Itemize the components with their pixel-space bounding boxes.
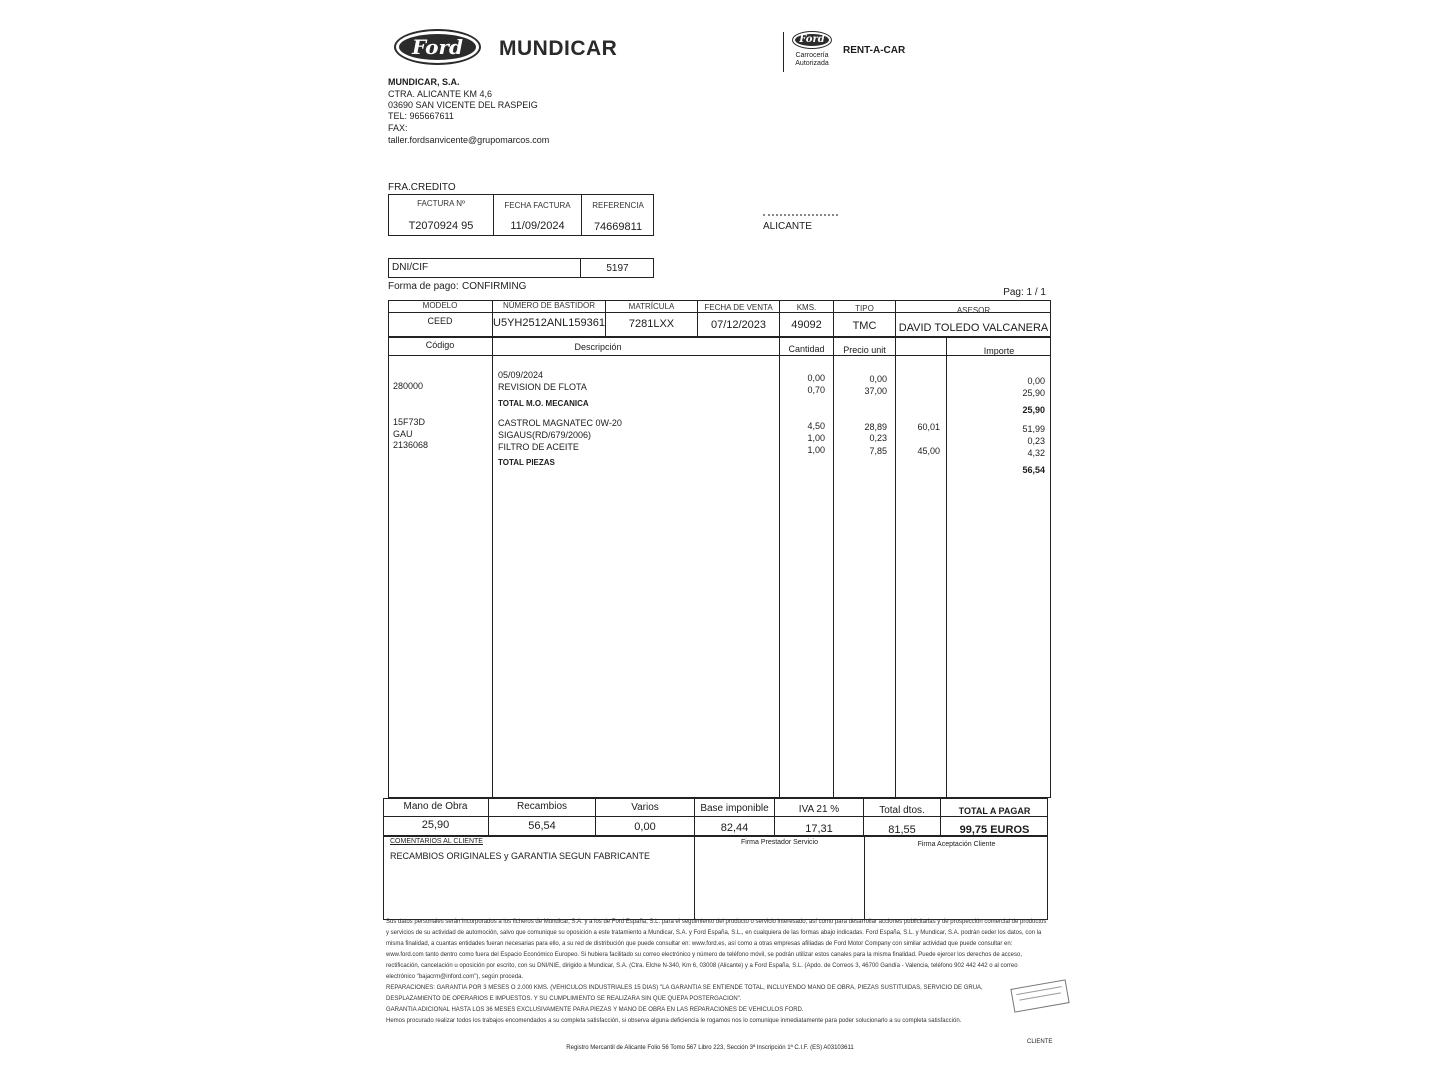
line-qty-2: 4,50 [807, 421, 825, 431]
customer-city: ALICANTE [763, 221, 812, 232]
vehicle-model-header: MODELO [422, 301, 458, 310]
vehicle-model: CEED [427, 316, 453, 326]
line-desc-3: SIGAUS(RD/679/2006) [498, 430, 592, 440]
line-price-1a: 0,00 [869, 374, 887, 384]
provider-signature-label: Firma Prestador Servicio [740, 839, 819, 846]
line-price-1b: 37,00 [864, 386, 887, 396]
totals-base-header: Base imponible [700, 803, 769, 814]
invoice-number: T2070924 95 [408, 220, 474, 232]
invoice-date: 11/09/2024 [510, 220, 565, 232]
total-mo-value: 25,90 [1022, 405, 1045, 415]
dni-label: DNI/CIF [392, 262, 429, 273]
line-desc-2: CASTROL MAGNATEC 0W-20 [498, 418, 622, 428]
totals-parts: 56,54 [528, 820, 556, 832]
lines-amount-header: Importe [983, 346, 1015, 356]
total-mo-label: TOTAL M.O. MECANICA [498, 399, 589, 408]
page-number: Pag: 1 / 1 [1003, 287, 1046, 298]
copy-label: CLIENTE [1027, 1039, 1053, 1045]
totals-discount: 81,55 [888, 824, 916, 836]
totals-discount-header: Total dtos. [879, 805, 925, 816]
vehicle-kms-header: KMS. [796, 303, 817, 312]
line-qty-4: 1,00 [807, 445, 825, 455]
totals-pay-header: TOTAL A PAGAR [958, 806, 1031, 816]
totals-vat-header: IVA 21 % [798, 804, 840, 815]
line-code-2: 15F73D [393, 417, 426, 427]
totals-vat: 17,31 [805, 823, 833, 835]
totals-parts-header: Recambios [516, 801, 568, 812]
vehicle-sale-date-header: FECHA DE VENTA [704, 303, 773, 312]
company-address-1: CTRA. ALICANTE KM 4,6 [388, 89, 493, 99]
line-amount-1a: 0,00 [1027, 376, 1045, 386]
invoice-reference: 74669811 [593, 221, 643, 233]
vehicle-sale-date: 07/12/2023 [710, 319, 767, 331]
satisfaction-notice: Hemos procurado realizar todos los trabajos encomendados a su completa satisfacción, si observa alguna deficiencia le rogamos nos lo comunique inmediatamente para poder solucionarlo a su completa satisfacción. [386, 1018, 962, 1024]
client-signature-label: Firma Aceptación Cliente [917, 841, 996, 848]
lines-qty-header: Cantidad [788, 344, 825, 354]
invoice-date-header: FECHA FACTURA [504, 201, 571, 210]
company-email: taller.fordsanvicente@grupomarcos.com [388, 135, 550, 145]
registry-line: Registro Mercantil de Alicante Folio 56 Tomo 567 Libro 223, Sección 3ª Inscripción 1ª C.I.F. (ES) A03103611 [566, 1045, 854, 1051]
line-code-4: 2136068 [393, 440, 429, 450]
invoice-reference-header: REFERENCIA [592, 201, 644, 210]
line-amount-1b: 25,90 [1022, 388, 1045, 398]
rent-a-car-label: RENT-A-CAR [843, 45, 906, 56]
lines-desc-header: Descripción [574, 342, 622, 352]
lines-code-header: Código [425, 340, 455, 350]
vehicle-vin: U5YH2512ANL159361 [493, 317, 605, 329]
line-qty-3: 1,00 [807, 433, 825, 443]
line-qty-1a: 0,00 [807, 373, 825, 383]
ford-logo-text: Ford [412, 35, 463, 59]
vehicle-vin-header: NÚMERO DE BASTIDOR [502, 301, 595, 310]
carroceria-label-2: Autorizada [795, 60, 829, 67]
line-qty-1b: 0,70 [807, 385, 825, 395]
privacy-notice: Sus datos personales serán incorporados a los ficheros de Mundicar, S.A. y a los de Ford España, S.L. para el seguimiento del producto o servicio interesado, así como para desarrollar acciones publicitarias y de prospección comercial de productos y servicios de su actividad de automoción, salvo que comunique su oposición a este tratamiento a Mundicar, S.A. y Ford España, S.L., en cualquiera de las formas abajo indicadas. Ford España, S.L. y Mundicar, S.A. podrán ceder los datos, con la misma finalidad, a cuantas entidades fueran necesarias para ello, a su red de distribución que puede consultar en: www.ford.es, así como a otras empresas afiliadas de Ford Motor Company con similar actividad que puede consultar en: www.ford.com tanto dentro como fuera del Espacio Económico Europeo. Si hubiera facilitado su correo electrónico y número de teléfono móvil, se podrán utilizar estos canales para la misma finalidad. Puede ejercer los derechos de acceso, rectificación, cancelación u oposición por escrito, con su DNI/NIE, dirigido a Mundicar, S.A. (Ctra. Elche N-340, Km 6, 03008 (Alicante) y a Ford España, S.L. (Apdo. de Correos 3, 46700 Gandía - Valencia, teléfono 902 442 442 o al correo electrónico "bajacrm@inford.com"), según proceda. [386, 919, 1047, 980]
carroceria-label-1: Carrocería [795, 52, 829, 59]
lines-price-header: Precio unit [843, 345, 886, 355]
work-date: 05/09/2024 [498, 370, 544, 380]
ford-small-logo [792, 31, 832, 49]
payment-value: CONFIRMING [462, 281, 527, 292]
totals-labour-header: Mano de Obra [403, 801, 468, 812]
vehicle-advisor-header: ASESOR [956, 306, 991, 315]
vehicle-plate-header: MATRÍCULA [628, 302, 675, 311]
line-amount-3: 0,23 [1027, 436, 1045, 446]
additional-warranty-notice: GARANTIA ADICIONAL HASTA LOS 36 MESES EXCLUSIVAMENTE PARA PIEZAS Y MANO DE OBRA EN LAS REPARACIONES DE VEHICULOS FORD. [386, 1007, 804, 1013]
totals-misc-header: Varios [631, 802, 659, 813]
total-piezas-label: TOTAL PIEZAS [498, 458, 555, 467]
line-price-4: 7,85 [869, 446, 887, 456]
totals-labour: 25,90 [421, 819, 450, 831]
invoice-number-header: FACTURA Nº [417, 199, 465, 208]
line-code-3: GAU [393, 429, 413, 439]
payment-label: Forma de pago: [388, 281, 459, 292]
line-desc-4: FILTRO DE ACEITE [498, 442, 579, 452]
comments-text: RECAMBIOS ORIGINALES y GARANTIA SEGUN FABRICANTE [390, 851, 651, 861]
vehicle-type: TMC [852, 320, 877, 332]
line-desc-1: REVISION DE FLOTA [498, 382, 587, 392]
brand-name: MUNDICAR [499, 37, 618, 60]
total-piezas-value: 56,54 [1022, 465, 1045, 475]
invoice-type: FRA.CREDITO [388, 182, 456, 193]
line-discount-4: 45,00 [917, 446, 940, 456]
stamp-mark [1010, 979, 1069, 1012]
totals-pay: 99,75 EUROS [959, 824, 1030, 836]
company-tel: TEL: 965667611 [388, 111, 454, 121]
ford-logo [394, 29, 481, 65]
line-amount-2: 51,99 [1022, 424, 1045, 434]
comments-label: COMENTARIOS AL CLIENTE [390, 838, 483, 845]
warranty-notice: REPARACIONES: GARANTIA POR 3 MESES O 2.000 KMS. (VEHICULOS INDUSTRIALES 15 DIAS) "LA GARANTIA SE ENTIENDE TOTAL, INCLUYENDO MANO DE OBRA, PIEZAS SUSTITUIDAS, SERVICIO DE GRUA, DESPLAZAMIENTO DE OPERARIOS E IMPUESTOS. Y SU CUMPLIMIENTO SE REALIZARA SIN QUE QUEPA POSTERGACION". [386, 985, 983, 1002]
vehicle-kms: 49092 [791, 319, 822, 331]
vehicle-advisor: DAVID TOLEDO VALCANERA [898, 322, 1049, 334]
company-fax: FAX: [388, 123, 408, 133]
line-price-2: 28,89 [864, 422, 887, 432]
company-name: MUNDICAR, S.A. [388, 77, 460, 87]
comments-box [383, 836, 1048, 920]
totals-misc: 0,00 [634, 821, 656, 833]
line-amount-4: 4,32 [1027, 448, 1045, 458]
ford-small-logo-text: Ford [799, 34, 825, 45]
company-address-2: 03690 SAN VICENTE DEL RASPEIG [388, 100, 538, 110]
vehicle-plate: 7281LXX [628, 318, 675, 330]
line-price-3: 0,23 [869, 433, 887, 443]
dni-value: 5197 [606, 263, 629, 274]
totals-base: 82,44 [720, 822, 749, 834]
line-discount-2: 60,01 [917, 422, 940, 432]
line-code-1: 280000 [393, 381, 424, 391]
vehicle-type-header: TIPO [855, 304, 874, 313]
